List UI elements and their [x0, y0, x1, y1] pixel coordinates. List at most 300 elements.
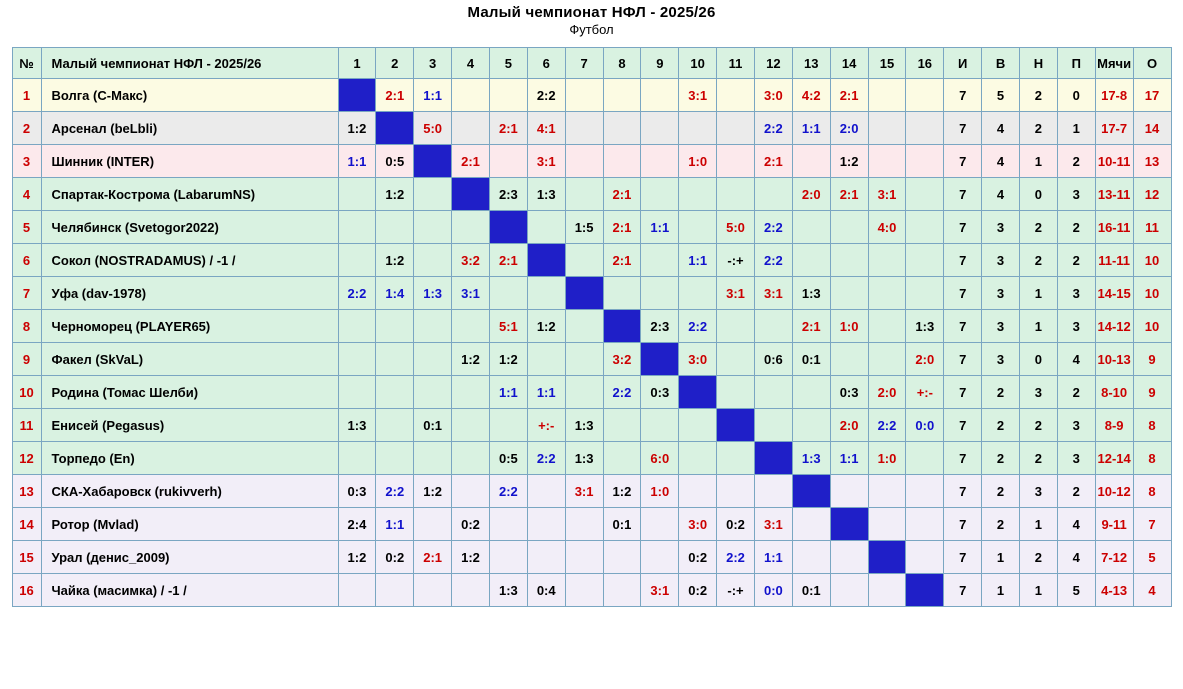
match-result-cell[interactable]	[868, 79, 906, 112]
match-result-cell[interactable]: 1:1	[414, 79, 452, 112]
match-result-cell[interactable]	[906, 244, 944, 277]
match-result-cell[interactable]	[527, 343, 565, 376]
match-result-cell[interactable]	[906, 178, 944, 211]
goals-for-against: 8-10	[1095, 376, 1133, 409]
match-result-cell[interactable]	[641, 409, 679, 442]
match-result-cell[interactable]	[452, 475, 490, 508]
match-result-cell[interactable]: 0:2	[679, 574, 717, 607]
team-name[interactable]: Урал (денис_2009)	[41, 541, 338, 574]
match-result-cell[interactable]: 1:0	[641, 475, 679, 508]
match-result-cell[interactable]: 2:1	[489, 112, 527, 145]
match-result-cell[interactable]	[603, 79, 641, 112]
match-result-cell[interactable]	[376, 376, 414, 409]
points: 4	[1133, 574, 1171, 607]
match-result-cell[interactable]	[679, 112, 717, 145]
match-result-cell[interactable]	[376, 310, 414, 343]
goals-for-against: 17-7	[1095, 112, 1133, 145]
match-result-cell[interactable]: 2:1	[489, 244, 527, 277]
match-result-cell[interactable]	[489, 508, 527, 541]
team-name[interactable]: Челябинск (Svetogor2022)	[41, 211, 338, 244]
col-opp-10: 10	[679, 48, 717, 79]
losses: 3	[1057, 442, 1095, 475]
team-name[interactable]: Факел (SkVaL)	[41, 343, 338, 376]
match-result-cell[interactable]	[565, 574, 603, 607]
match-result-cell[interactable]	[868, 508, 906, 541]
match-result-cell[interactable]: 2:3	[489, 178, 527, 211]
match-result-cell[interactable]: 0:1	[414, 409, 452, 442]
match-result-cell[interactable]	[603, 574, 641, 607]
match-result-cell[interactable]	[830, 574, 868, 607]
match-result-cell[interactable]	[792, 145, 830, 178]
match-result-cell[interactable]	[527, 211, 565, 244]
col-draws: Н	[1019, 48, 1057, 79]
match-result-cell[interactable]: 0:1	[792, 574, 830, 607]
match-result-cell[interactable]	[414, 178, 452, 211]
match-result-cell[interactable]	[792, 211, 830, 244]
match-result-cell[interactable]	[906, 442, 944, 475]
match-result-cell[interactable]: 3:0	[679, 508, 717, 541]
match-result-cell[interactable]: 3:1	[754, 508, 792, 541]
team-name[interactable]: Родина (Томас Шелби)	[41, 376, 338, 409]
match-result-cell[interactable]: 3:0	[679, 343, 717, 376]
draws: 2	[1019, 211, 1057, 244]
match-result-cell[interactable]	[792, 409, 830, 442]
wins: 2	[982, 475, 1020, 508]
match-result-cell[interactable]	[717, 475, 755, 508]
page-subtitle: Футбол	[569, 22, 614, 37]
match-result-cell[interactable]: 2:1	[452, 145, 490, 178]
match-result-cell[interactable]	[868, 145, 906, 178]
match-result-cell[interactable]	[641, 79, 679, 112]
match-result-cell[interactable]: 2:1	[414, 541, 452, 574]
match-result-cell[interactable]	[717, 178, 755, 211]
games-played: 7	[944, 310, 982, 343]
match-result-cell[interactable]: 2:1	[830, 178, 868, 211]
match-result-cell[interactable]	[868, 112, 906, 145]
match-result-cell[interactable]: 0:2	[452, 508, 490, 541]
match-result-cell[interactable]	[527, 508, 565, 541]
match-result-cell[interactable]: 1:2	[414, 475, 452, 508]
match-result-cell[interactable]	[792, 376, 830, 409]
match-result-cell[interactable]	[565, 178, 603, 211]
match-result-cell[interactable]: 1:1	[792, 112, 830, 145]
match-result-cell[interactable]	[565, 508, 603, 541]
match-result-cell[interactable]	[679, 178, 717, 211]
match-result-cell[interactable]: 2:2	[679, 310, 717, 343]
col-opp-1: 1	[338, 48, 376, 79]
match-result-cell[interactable]: 5:0	[414, 112, 452, 145]
match-result-cell[interactable]	[603, 409, 641, 442]
match-result-cell[interactable]: 1:3	[792, 442, 830, 475]
team-name[interactable]: Енисей (Pegasus)	[41, 409, 338, 442]
match-result-cell[interactable]: 1:1	[641, 211, 679, 244]
match-result-cell[interactable]	[679, 211, 717, 244]
match-result-cell[interactable]: 2:1	[830, 79, 868, 112]
col-opp-7: 7	[565, 48, 603, 79]
wins: 3	[982, 343, 1020, 376]
diagonal-cell	[792, 475, 830, 508]
match-result-cell[interactable]	[527, 475, 565, 508]
match-result-cell[interactable]	[717, 79, 755, 112]
match-result-cell[interactable]: 0:6	[754, 343, 792, 376]
match-result-cell[interactable]	[641, 277, 679, 310]
match-result-cell[interactable]: 1:2	[338, 112, 376, 145]
match-result-cell[interactable]: -:+	[717, 244, 755, 277]
match-result-cell[interactable]: 1:2	[452, 343, 490, 376]
match-result-cell[interactable]: 1:0	[868, 442, 906, 475]
match-result-cell[interactable]	[452, 376, 490, 409]
match-result-cell[interactable]: 2:1	[603, 178, 641, 211]
match-result-cell[interactable]: 0:0	[754, 574, 792, 607]
match-result-cell[interactable]	[565, 112, 603, 145]
losses: 1	[1057, 112, 1095, 145]
match-result-cell[interactable]: 0:5	[376, 145, 414, 178]
match-result-cell[interactable]: 1:3	[565, 409, 603, 442]
match-result-cell[interactable]	[376, 211, 414, 244]
match-result-cell[interactable]: 2:2	[376, 475, 414, 508]
match-result-cell[interactable]: 1:1	[679, 244, 717, 277]
match-result-cell[interactable]	[679, 277, 717, 310]
diagonal-cell	[679, 376, 717, 409]
match-result-cell[interactable]	[452, 79, 490, 112]
match-result-cell[interactable]: 2:0	[906, 343, 944, 376]
match-result-cell[interactable]: 1:0	[679, 145, 717, 178]
match-result-cell[interactable]: 1:2	[376, 244, 414, 277]
match-result-cell[interactable]	[338, 310, 376, 343]
match-result-cell[interactable]: 1:5	[565, 211, 603, 244]
match-result-cell[interactable]: 4:2	[792, 79, 830, 112]
goals-for-against: 16-11	[1095, 211, 1133, 244]
match-result-cell[interactable]: 2:1	[754, 145, 792, 178]
match-result-cell[interactable]: 2:2	[527, 79, 565, 112]
team-name[interactable]: Сокол (NOSTRADAMUS) / -1 /	[41, 244, 338, 277]
table-row	[12, 310, 1171, 343]
match-result-cell[interactable]: 2:2	[603, 376, 641, 409]
match-result-cell[interactable]	[792, 541, 830, 574]
match-result-cell[interactable]: 2:1	[603, 244, 641, 277]
diagonal-cell	[527, 244, 565, 277]
match-result-cell[interactable]	[489, 409, 527, 442]
match-result-cell[interactable]	[338, 211, 376, 244]
match-result-cell[interactable]: 3:1	[754, 277, 792, 310]
match-result-cell[interactable]	[906, 508, 944, 541]
match-result-cell[interactable]	[414, 376, 452, 409]
match-result-cell[interactable]	[679, 475, 717, 508]
match-result-cell[interactable]	[414, 343, 452, 376]
match-result-cell[interactable]	[565, 376, 603, 409]
match-result-cell[interactable]	[452, 442, 490, 475]
match-result-cell[interactable]	[338, 343, 376, 376]
match-result-cell[interactable]	[527, 541, 565, 574]
match-result-cell[interactable]	[452, 409, 490, 442]
match-result-cell[interactable]	[452, 574, 490, 607]
match-result-cell[interactable]: 0:4	[527, 574, 565, 607]
match-result-cell[interactable]	[414, 211, 452, 244]
match-result-cell[interactable]: 2:2	[527, 442, 565, 475]
match-result-cell[interactable]	[868, 475, 906, 508]
match-result-cell[interactable]: 1:4	[376, 277, 414, 310]
match-result-cell[interactable]	[717, 310, 755, 343]
match-result-cell[interactable]: 0:2	[679, 541, 717, 574]
points: 10	[1133, 244, 1171, 277]
match-result-cell[interactable]: 3:1	[565, 475, 603, 508]
match-result-cell[interactable]: 1:3	[414, 277, 452, 310]
team-name[interactable]: Волга (С-Макс)	[41, 79, 338, 112]
match-result-cell[interactable]	[376, 574, 414, 607]
games-played: 7	[944, 178, 982, 211]
match-result-cell[interactable]	[527, 277, 565, 310]
match-result-cell[interactable]: 1:1	[527, 376, 565, 409]
match-result-cell[interactable]	[338, 574, 376, 607]
match-result-cell[interactable]: 6:0	[641, 442, 679, 475]
match-result-cell[interactable]	[376, 343, 414, 376]
match-result-cell[interactable]	[830, 475, 868, 508]
team-name[interactable]: Уфа (dav-1978)	[41, 277, 338, 310]
row-position: 4	[12, 178, 41, 211]
match-result-cell[interactable]: 1:2	[489, 343, 527, 376]
match-result-cell[interactable]: 0:3	[641, 376, 679, 409]
match-result-cell[interactable]	[414, 442, 452, 475]
match-result-cell[interactable]: 2:0	[830, 409, 868, 442]
match-result-cell[interactable]: 1:3	[565, 442, 603, 475]
match-result-cell[interactable]	[868, 277, 906, 310]
match-result-cell[interactable]	[679, 442, 717, 475]
match-result-cell[interactable]: 0:2	[376, 541, 414, 574]
match-result-cell[interactable]: 4:0	[868, 211, 906, 244]
standings-table	[12, 47, 1172, 607]
match-result-cell[interactable]: 1:2	[452, 541, 490, 574]
match-result-cell[interactable]	[565, 541, 603, 574]
match-result-cell[interactable]	[830, 211, 868, 244]
match-result-cell[interactable]	[868, 244, 906, 277]
match-result-cell[interactable]: 2:2	[338, 277, 376, 310]
match-result-cell[interactable]: 2:2	[754, 112, 792, 145]
match-result-cell[interactable]	[603, 145, 641, 178]
match-result-cell[interactable]: 2:2	[489, 475, 527, 508]
match-result-cell[interactable]: 1:3	[527, 178, 565, 211]
match-result-cell[interactable]	[906, 475, 944, 508]
match-result-cell[interactable]	[338, 244, 376, 277]
match-result-cell[interactable]: 0:2	[717, 508, 755, 541]
match-result-cell[interactable]	[376, 442, 414, 475]
match-result-cell[interactable]: 1:1	[830, 442, 868, 475]
points: 12	[1133, 178, 1171, 211]
match-result-cell[interactable]	[565, 244, 603, 277]
match-result-cell[interactable]: 2:0	[792, 178, 830, 211]
match-result-cell[interactable]	[565, 79, 603, 112]
match-result-cell[interactable]: 2:2	[754, 211, 792, 244]
match-result-cell[interactable]: 0:0	[906, 409, 944, 442]
col-opp-9: 9	[641, 48, 679, 79]
team-name[interactable]: Черноморец (PLAYER65)	[41, 310, 338, 343]
losses: 2	[1057, 244, 1095, 277]
team-name[interactable]: Спартак-Кострома (LabarumNS)	[41, 178, 338, 211]
match-result-cell[interactable]	[489, 79, 527, 112]
match-result-cell[interactable]: 2:3	[641, 310, 679, 343]
match-result-cell[interactable]	[717, 376, 755, 409]
match-result-cell[interactable]: +:-	[527, 409, 565, 442]
match-result-cell[interactable]: 1:1	[489, 376, 527, 409]
match-result-cell[interactable]	[603, 442, 641, 475]
team-name[interactable]: СКА-Хабаровск (rukivverh)	[41, 475, 338, 508]
match-result-cell[interactable]	[792, 508, 830, 541]
match-result-cell[interactable]: 1:1	[376, 508, 414, 541]
match-result-cell[interactable]	[754, 475, 792, 508]
match-result-cell[interactable]	[414, 508, 452, 541]
match-result-cell[interactable]: 0:3	[338, 475, 376, 508]
points: 9	[1133, 376, 1171, 409]
match-result-cell[interactable]	[452, 211, 490, 244]
match-result-cell[interactable]: 1:0	[830, 310, 868, 343]
match-result-cell[interactable]	[338, 376, 376, 409]
match-result-cell[interactable]	[565, 145, 603, 178]
team-name[interactable]: Торпедо (Еn)	[41, 442, 338, 475]
match-result-cell[interactable]: 2:4	[338, 508, 376, 541]
match-result-cell[interactable]: 3:1	[527, 145, 565, 178]
match-result-cell[interactable]	[414, 574, 452, 607]
match-result-cell[interactable]: 5:1	[489, 310, 527, 343]
page-header	[0, 0, 1183, 37]
match-result-cell[interactable]: 1:2	[830, 145, 868, 178]
match-result-cell[interactable]	[868, 310, 906, 343]
match-result-cell[interactable]	[717, 145, 755, 178]
match-result-cell[interactable]	[830, 244, 868, 277]
match-result-cell[interactable]: 3:2	[452, 244, 490, 277]
wins: 4	[982, 178, 1020, 211]
match-result-cell[interactable]	[830, 343, 868, 376]
match-result-cell[interactable]	[414, 244, 452, 277]
row-position: 16	[12, 574, 41, 607]
match-result-cell[interactable]	[906, 211, 944, 244]
table-row	[12, 343, 1171, 376]
match-result-cell[interactable]	[906, 79, 944, 112]
match-result-cell[interactable]	[489, 277, 527, 310]
match-result-cell[interactable]	[641, 112, 679, 145]
row-position: 7	[12, 277, 41, 310]
match-result-cell[interactable]	[906, 112, 944, 145]
match-result-cell[interactable]: 0:1	[792, 343, 830, 376]
match-result-cell[interactable]	[603, 112, 641, 145]
match-result-cell[interactable]	[565, 310, 603, 343]
match-result-cell[interactable]: 2:1	[603, 211, 641, 244]
match-result-cell[interactable]	[868, 574, 906, 607]
match-result-cell[interactable]	[754, 178, 792, 211]
match-result-cell[interactable]: 3:1	[679, 79, 717, 112]
match-result-cell[interactable]	[906, 541, 944, 574]
match-result-cell[interactable]	[452, 112, 490, 145]
match-result-cell[interactable]	[641, 541, 679, 574]
match-result-cell[interactable]	[868, 343, 906, 376]
match-result-cell[interactable]: 1:2	[338, 541, 376, 574]
match-result-cell[interactable]	[641, 244, 679, 277]
match-result-cell[interactable]: 5:0	[717, 211, 755, 244]
row-position: 1	[12, 79, 41, 112]
match-result-cell[interactable]	[754, 310, 792, 343]
match-result-cell[interactable]: 1:3	[489, 574, 527, 607]
match-result-cell[interactable]: 1:2	[376, 178, 414, 211]
match-result-cell[interactable]: 2:2	[717, 541, 755, 574]
match-result-cell[interactable]	[603, 277, 641, 310]
match-result-cell[interactable]: 3:1	[868, 178, 906, 211]
team-name[interactable]: Ротор (Mvlad)	[41, 508, 338, 541]
match-result-cell[interactable]	[603, 541, 641, 574]
team-name[interactable]: Шинник (INTER)	[41, 145, 338, 178]
match-result-cell[interactable]	[489, 541, 527, 574]
match-result-cell[interactable]	[641, 508, 679, 541]
match-result-cell[interactable]: 1:2	[603, 475, 641, 508]
match-result-cell[interactable]: 2:2	[754, 244, 792, 277]
row-position: 11	[12, 409, 41, 442]
match-result-cell[interactable]	[906, 277, 944, 310]
match-result-cell[interactable]: 1:3	[906, 310, 944, 343]
match-result-cell[interactable]: 3:1	[717, 277, 755, 310]
match-result-cell[interactable]: 2:0	[830, 112, 868, 145]
match-result-cell[interactable]	[641, 145, 679, 178]
match-result-cell[interactable]: -:+	[717, 574, 755, 607]
match-result-cell[interactable]	[717, 112, 755, 145]
match-result-cell[interactable]	[414, 310, 452, 343]
match-result-cell[interactable]: 1:2	[527, 310, 565, 343]
match-result-cell[interactable]: 4:1	[527, 112, 565, 145]
match-result-cell[interactable]: 3:0	[754, 79, 792, 112]
match-result-cell[interactable]	[565, 343, 603, 376]
match-result-cell[interactable]	[452, 310, 490, 343]
match-result-cell[interactable]	[792, 244, 830, 277]
match-result-cell[interactable]	[717, 442, 755, 475]
table-row	[12, 574, 1171, 607]
losses: 4	[1057, 343, 1095, 376]
match-result-cell[interactable]	[338, 442, 376, 475]
losses: 0	[1057, 79, 1095, 112]
team-name[interactable]: Чайка (масимка) / -1 /	[41, 574, 338, 607]
match-result-cell[interactable]	[717, 343, 755, 376]
match-result-cell[interactable]	[338, 178, 376, 211]
match-result-cell[interactable]: 2:2	[868, 409, 906, 442]
match-result-cell[interactable]: 0:5	[489, 442, 527, 475]
match-result-cell[interactable]	[906, 145, 944, 178]
table-row	[12, 409, 1171, 442]
row-position: 2	[12, 112, 41, 145]
match-result-cell[interactable]	[489, 145, 527, 178]
match-result-cell[interactable]: 2:1	[376, 79, 414, 112]
match-result-cell[interactable]: 1:1	[338, 145, 376, 178]
match-result-cell[interactable]: 2:1	[792, 310, 830, 343]
match-result-cell[interactable]	[641, 178, 679, 211]
match-result-cell[interactable]: 0:1	[603, 508, 641, 541]
match-result-cell[interactable]: 1:3	[792, 277, 830, 310]
match-result-cell[interactable]	[754, 409, 792, 442]
games-played: 7	[944, 211, 982, 244]
match-result-cell[interactable]: 3:2	[603, 343, 641, 376]
match-result-cell[interactable]	[754, 376, 792, 409]
col-opp-14: 14	[830, 48, 868, 79]
wins: 1	[982, 541, 1020, 574]
match-result-cell[interactable]: 0:3	[830, 376, 868, 409]
match-result-cell[interactable]	[830, 541, 868, 574]
match-result-cell[interactable]: 1:1	[754, 541, 792, 574]
match-result-cell[interactable]	[830, 277, 868, 310]
team-name[interactable]: Арсенал (beLbli)	[41, 112, 338, 145]
match-result-cell[interactable]: +:-	[906, 376, 944, 409]
match-result-cell[interactable]: 3:1	[452, 277, 490, 310]
table-row	[12, 178, 1171, 211]
col-opp-5: 5	[489, 48, 527, 79]
match-result-cell[interactable]: 1:3	[338, 409, 376, 442]
match-result-cell[interactable]	[376, 409, 414, 442]
match-result-cell[interactable]: 2:0	[868, 376, 906, 409]
match-result-cell[interactable]	[679, 409, 717, 442]
match-result-cell[interactable]: 3:1	[641, 574, 679, 607]
